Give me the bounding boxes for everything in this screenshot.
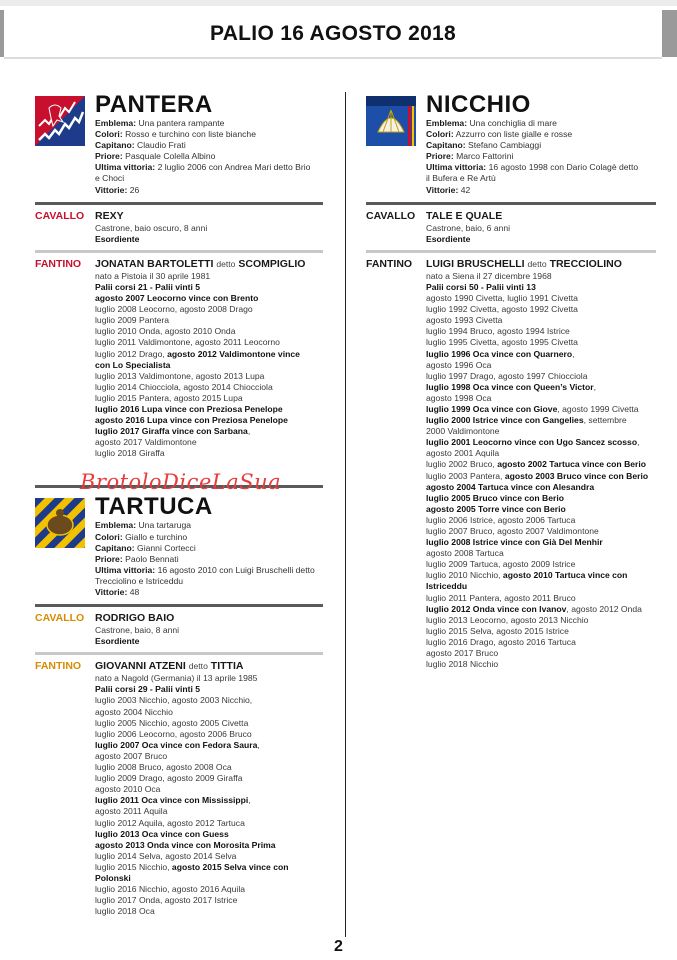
record-line (426, 349, 656, 360)
record-win-text: luglio 1996 Oca vince con Quarnero (426, 348, 573, 359)
record-text: luglio 2009 Drago, agosto 2009 Giraffa (95, 773, 243, 784)
vittorie-label: Vittorie: (95, 184, 128, 195)
record-line (426, 537, 656, 548)
record-text: luglio 2003 Nicchio, agosto 2003 Nicchio, (95, 695, 253, 706)
record-text: luglio 2018 Nicchio (426, 659, 499, 670)
record-text: luglio 2013 Leocorno, agosto 2013 Nicchio (426, 614, 589, 625)
section-separator (35, 250, 323, 253)
section-separator (366, 250, 656, 253)
record-text: agosto 2004 Nicchio (95, 706, 173, 717)
record-text: nato a Nagold (Germania) il 13 aprile 1985 (95, 673, 258, 684)
record-line (95, 282, 323, 293)
ultima-vittoria-label: Ultima vittoria: (95, 162, 156, 173)
jockey-nickname: TRECCIOLINO (549, 257, 622, 270)
record-line (426, 604, 656, 615)
record-line (426, 593, 656, 604)
emblema-value: Una conchiglia di mare (469, 118, 557, 128)
fantino-section (366, 258, 656, 670)
record-text: luglio 2006 Leocorno, agosto 2006 Bruco (95, 728, 252, 739)
vittorie-label: Vittorie: (426, 184, 459, 195)
record-win-text: luglio 2016 Lupa vince con Preziosa Penelope (95, 403, 283, 414)
jockey-record (95, 271, 323, 460)
record-win-text: luglio 2001 Leocorno vince con Ugo Sancez scosso (426, 437, 638, 448)
record-line (426, 515, 656, 526)
record-text: agosto 2001 Aquila (426, 448, 500, 459)
section-separator (35, 604, 323, 607)
header-bar (0, 10, 677, 57)
record-text: agosto 1996 Oca (426, 359, 492, 370)
record-line (426, 393, 656, 404)
record-win-text: luglio 2005 Bruco vince con Berio (426, 492, 565, 503)
cavallo-label: CAVALLO (35, 612, 85, 625)
record-text: , agosto 2012 Onda (566, 603, 642, 614)
fantino-label: FANTINO (366, 257, 413, 270)
ultima-vittoria-value-cont: Trecciolino e Istriceddu (95, 575, 184, 586)
record-text: luglio 1995 Civetta, agosto 1995 Civetta (426, 337, 578, 348)
contrada-nicchio (366, 92, 656, 196)
capitano-value: Claudio Frati (137, 140, 186, 151)
record-line (95, 884, 323, 895)
record-text: , (637, 437, 640, 448)
vittorie-value: 42 (460, 184, 471, 195)
record-line (426, 382, 656, 393)
record-text: agosto 2011 Aquila (95, 806, 168, 817)
record-line (95, 382, 323, 393)
priore-value: Paolo Bennati (125, 553, 179, 564)
record-text: luglio 2012 Aquila, agosto 2012 Tartuca (95, 817, 245, 828)
emblema-label: Emblema: (95, 520, 137, 531)
jockey-name-line (95, 660, 323, 673)
record-text: luglio 2018 Oca (95, 906, 155, 917)
record-line (426, 471, 656, 482)
record-line (95, 784, 323, 795)
record-line (95, 404, 323, 415)
contrada-name: TARTUCA (95, 493, 213, 521)
cavallo-label: CAVALLO (366, 209, 416, 222)
record-text: nato a Pistoia il 30 aprile 1981 (95, 270, 211, 281)
record-win-text: luglio 2012 Onda vince con Ivanov (426, 603, 567, 614)
capitano-label: Capitano: (95, 542, 135, 553)
record-line (95, 293, 323, 304)
fantino-label: FANTINO (35, 660, 82, 673)
record-win-text: agosto 2007 Leocorno vince con Brento (95, 293, 259, 304)
record-line (426, 504, 656, 515)
record-line (426, 548, 656, 559)
record-text: luglio 2008 Leocorno, agosto 2008 Drago (95, 304, 253, 315)
record-win-text: agosto 2003 Bruco vince con Berio (504, 470, 649, 481)
record-line (426, 371, 656, 382)
record-line (95, 426, 323, 437)
record-text: luglio 2005 Nicchio, agosto 2005 Civetta (95, 717, 249, 728)
record-line (95, 349, 323, 360)
jockey-name: JONATAN BARTOLETTI (95, 257, 214, 270)
top-strip (0, 0, 677, 6)
record-line (95, 751, 323, 762)
contrada-info (95, 118, 323, 196)
record-line (426, 459, 656, 470)
column-divider (345, 92, 346, 937)
record-line (426, 659, 656, 670)
record-text: luglio 2007 Bruco, agosto 2007 Valdimontone (426, 526, 599, 536)
record-line (95, 718, 323, 729)
record-win-text: agosto 2012 Valdimontone vince (167, 348, 300, 359)
record-win-text: luglio 2017 Giraffa vince con Sarbana (95, 426, 248, 437)
nicchio-emblem-icon (366, 96, 416, 146)
record-win-text: luglio 1998 Oca vince con Queen’s Victor (426, 381, 594, 392)
record-text: luglio 2009 Tartuca, agosto 2009 Istrice (426, 559, 576, 570)
record-text: luglio 2016 Nicchio, agosto 2016 Aquila (95, 884, 246, 895)
priore-value: Marco Fattorini (456, 151, 514, 162)
record-text: luglio 2015 Selva, agosto 2015 Istrice (426, 625, 569, 636)
record-text: 2000 Valdimontone (426, 426, 500, 437)
record-line (426, 493, 656, 504)
record-win-text: agosto 2004 Tartuca vince con Alesandra (426, 481, 595, 492)
emblema-value: Una tartaruga (138, 520, 192, 531)
record-text: agosto 2017 Bruco (426, 648, 499, 659)
record-text: luglio 1992 Civetta, agosto 1992 Civetta (426, 304, 578, 315)
cavallo-section (366, 210, 656, 245)
record-line (426, 615, 656, 626)
emblema-label: Emblema: (95, 118, 137, 128)
record-line (426, 526, 656, 537)
contrada-name: PANTERA (95, 91, 213, 118)
record-line (426, 426, 656, 437)
record-line (95, 371, 323, 382)
record-text: agosto 1998 Oca (426, 392, 492, 403)
record-line (95, 818, 323, 829)
priore-label: Priore: (426, 151, 454, 162)
horse-name: TALE E QUALE (426, 209, 503, 222)
left-column (35, 92, 323, 917)
record-text: luglio 2015 Pantera, agosto 2015 Lupa (95, 392, 243, 403)
jockey-record (95, 673, 323, 917)
record-win-text: luglio 2007 Oca vince con Fedora Saura (95, 739, 258, 750)
record-line (426, 482, 656, 493)
contrada-name: NICCHIO (426, 91, 531, 118)
record-text: luglio 2009 Pantera (95, 315, 170, 326)
cavallo-section (35, 612, 323, 647)
record-win-text: luglio 2000 Istrice vince con Gangelies (426, 415, 584, 426)
record-line (95, 862, 323, 873)
jockey-nickname: TITTIA (210, 660, 244, 673)
record-text: luglio 1994 Bruco, agosto 1994 Istrice (426, 326, 570, 337)
record-text: , settembre (583, 415, 627, 426)
record-line (95, 271, 323, 282)
ultima-vittoria-value-cont: il Bufera e Re Artù (426, 173, 496, 184)
record-win-text: luglio 2013 Oca vince con Guess (95, 828, 229, 839)
fantino-label: FANTINO (35, 257, 82, 270)
record-text: agosto 2008 Tartuca (426, 548, 504, 559)
record-line (426, 337, 656, 348)
record-win-text: Palii corsi 29 - Palii vinti 5 (95, 684, 201, 695)
record-text: luglio 1997 Drago, agosto 1997 Chiocciola (426, 370, 588, 381)
record-text: luglio 2016 Drago, agosto 2016 Tartuca (426, 636, 576, 647)
record-line (426, 559, 656, 570)
horse-description: Castrone, baio, 8 anni (95, 625, 180, 636)
record-text: luglio 2011 Valdimontone, agosto 2011 Leocorno (95, 337, 280, 348)
record-line (95, 773, 323, 784)
record-line (426, 648, 656, 659)
record-win-text: agosto 2010 Tartuca vince con (502, 570, 628, 581)
emblema-value: Una pantera rampante (138, 118, 225, 128)
record-line (426, 448, 656, 459)
priore-label: Priore: (95, 151, 123, 162)
record-line (95, 673, 323, 684)
jockey-name: GIOVANNI ATZENI (95, 660, 186, 673)
record-line (95, 437, 323, 448)
record-line (95, 840, 323, 851)
record-line (95, 762, 323, 773)
horse-status: Esordiente (95, 636, 140, 647)
record-line (426, 293, 656, 304)
record-win-text: Istriceddu (426, 581, 468, 592)
record-text: , (572, 348, 575, 359)
fantino-section (35, 258, 323, 460)
capitano-label: Capitano: (95, 140, 135, 151)
record-text: luglio 2010 Onda, agosto 2010 Onda (95, 326, 236, 337)
detto-text: detto (216, 258, 236, 269)
record-text: , (257, 739, 260, 750)
record-line (95, 393, 323, 404)
record-text: nato a Siena il 27 dicembre 1968 (426, 270, 552, 281)
record-line (426, 271, 656, 282)
record-text: luglio 2013 Valdimontone, agosto 2013 Lupa (95, 370, 265, 381)
record-text: luglio 2011 Pantera, agosto 2011 Bruco (426, 592, 576, 603)
page-number: 2 (334, 938, 343, 955)
colori-value: Rosso e turchino con liste bianche (125, 129, 256, 140)
record-line (95, 740, 323, 751)
record-win-text: luglio 2011 Oca vince con Mississippi (95, 795, 249, 806)
record-line (426, 315, 656, 326)
jockey-name: LUIGI BRUSCHELLI (426, 257, 525, 270)
detto-text: detto (188, 661, 208, 672)
colori-label: Colori: (95, 129, 123, 140)
record-text: agosto 2010 Oca (95, 784, 161, 795)
record-line (95, 695, 323, 706)
record-line (95, 415, 323, 426)
record-text: luglio 2017 Onda, agosto 2017 Istrice (95, 895, 238, 906)
section-separator (35, 652, 323, 655)
record-line (426, 637, 656, 648)
jockey-record (426, 271, 656, 670)
watermark-text: BrotoloDiceLaSua (80, 470, 282, 494)
record-text: luglio 2012 Drago, (95, 348, 168, 359)
record-line (95, 806, 323, 817)
colori-value: Giallo e turchino (125, 531, 188, 542)
record-text: luglio 2008 Bruco, agosto 2008 Oca (95, 762, 232, 773)
record-line (95, 906, 323, 917)
record-text: luglio 2010 Nicchio, (426, 570, 503, 581)
jockey-nickname: SCOMPIGLIO (238, 257, 306, 270)
record-line (426, 581, 656, 592)
jockey-name-line (95, 258, 323, 271)
priore-value: Pasquale Colella Albino (125, 151, 216, 162)
record-win-text: luglio 1999 Oca vince con Giove (426, 403, 558, 414)
record-win-text: agosto 2002 Tartuca vince con Berio (497, 459, 647, 470)
record-text: luglio 2018 Giraffa (95, 448, 165, 459)
record-line (426, 404, 656, 415)
ultima-vittoria-value: 2 luglio 2006 con Andrea Mari detto Brio (157, 162, 311, 173)
record-line (95, 729, 323, 740)
record-win-text: agosto 2013 Onda vince con Morosita Prima (95, 839, 276, 850)
section-separator (35, 202, 323, 205)
colori-label: Colori: (95, 531, 123, 542)
contrada-info (95, 520, 323, 598)
record-text: luglio 2014 Chiocciola, agosto 2014 Chiocciola (95, 381, 273, 392)
horse-description: Castrone, baio, 6 anni (426, 222, 511, 233)
record-win-text: luglio 2008 Istrice vince con Già Del Menhir (426, 537, 603, 548)
capitano-label: Capitano: (426, 140, 466, 151)
tartuca-emblem-icon (35, 498, 85, 548)
horse-description: Castrone, baio oscuro, 8 anni (95, 222, 208, 233)
record-text: , (247, 426, 251, 437)
record-win-text: agosto 2005 Torre vince con Berio (426, 503, 566, 514)
record-line (95, 795, 323, 806)
record-line (95, 873, 323, 884)
record-text: , agosto 1999 Civetta (557, 403, 639, 414)
record-line (95, 829, 323, 840)
record-line (95, 707, 323, 718)
record-line (95, 304, 323, 315)
vittorie-value: 26 (129, 184, 140, 195)
record-text: luglio 2014 Selva, agosto 2014 Selva (95, 850, 237, 861)
contrada-tartuca (35, 494, 323, 598)
record-line (95, 360, 323, 371)
emblema-label: Emblema: (426, 118, 468, 128)
record-win-text: agosto 2016 Lupa vince con Preziosa Penelope (95, 415, 288, 426)
ultima-vittoria-value: 16 agosto 2010 con Luigi Bruschelli detto (157, 564, 315, 575)
record-line (426, 415, 656, 426)
colori-value: Azzurro con liste gialle e rosse (455, 129, 573, 140)
record-line (95, 326, 323, 337)
contrada-pantera (35, 92, 323, 196)
record-text: agosto 1993 Civetta (426, 315, 503, 326)
record-win-text: agosto 2015 Selva vince con (171, 861, 289, 872)
record-text: agosto 1990 Civetta, luglio 1991 Civetta (426, 293, 578, 304)
record-win-text: Palii corsi 50 - Palii vinti 13 (426, 281, 536, 292)
record-text: luglio 2003 Pantera, (426, 470, 505, 481)
cavallo-section (35, 210, 323, 245)
record-text: luglio 2015 Nicchio, (95, 861, 172, 872)
header-panel (4, 10, 662, 59)
vittorie-label: Vittorie: (95, 587, 128, 597)
record-line (95, 895, 323, 906)
fantino-section (35, 660, 323, 917)
cavallo-label: CAVALLO (35, 209, 85, 222)
right-column (366, 92, 656, 670)
record-win-text: Polonski (95, 872, 131, 883)
horse-status: Esordiente (426, 233, 471, 244)
record-line (95, 684, 323, 695)
record-line (426, 360, 656, 371)
jockey-name-line (426, 258, 656, 271)
record-line (426, 326, 656, 337)
ultima-vittoria-label: Ultima vittoria: (95, 564, 156, 575)
horse-name: REXY (95, 209, 124, 222)
ultima-vittoria-value: 16 agosto 1998 con Dario Colagè detto (488, 162, 639, 173)
record-line (426, 626, 656, 637)
record-line (95, 851, 323, 862)
record-win-text: Palii corsi 21 - Palii vinti 5 (95, 281, 201, 292)
capitano-value: Gianni Cortecci (137, 542, 196, 553)
contrada-info (426, 118, 656, 196)
record-text: luglio 2006 Istrice, agosto 2006 Tartuca (426, 514, 576, 525)
section-separator (366, 202, 656, 205)
record-line (426, 304, 656, 315)
record-line (95, 315, 323, 326)
record-text: , (593, 381, 597, 392)
record-line (426, 570, 656, 581)
record-line (426, 437, 656, 448)
record-line (95, 337, 323, 348)
capitano-value: Stefano Cambiaggi (468, 140, 542, 151)
record-win-text: con Lo Specialista (95, 359, 171, 370)
ultima-vittoria-label: Ultima vittoria: (426, 162, 487, 173)
record-text: agosto 2007 Bruco (95, 750, 168, 761)
pantera-emblem-icon (35, 96, 85, 146)
horse-status: Esordiente (95, 233, 140, 244)
ultima-vittoria-value-cont: e Choci (95, 173, 125, 184)
record-text: , (248, 795, 251, 806)
horse-name: RODRIGO BAIO (95, 612, 175, 625)
colori-label: Colori: (426, 129, 454, 140)
vittorie-value: 48 (129, 587, 140, 597)
priore-label: Priore: (95, 553, 123, 564)
page-title: PALIO 16 AGOSTO 2018 (209, 22, 457, 45)
record-text: agosto 2017 Valdimontone (95, 437, 197, 448)
record-line (95, 448, 323, 459)
record-text: luglio 2002 Bruco, (426, 459, 498, 470)
detto-text: detto (527, 258, 547, 269)
record-line (426, 282, 656, 293)
